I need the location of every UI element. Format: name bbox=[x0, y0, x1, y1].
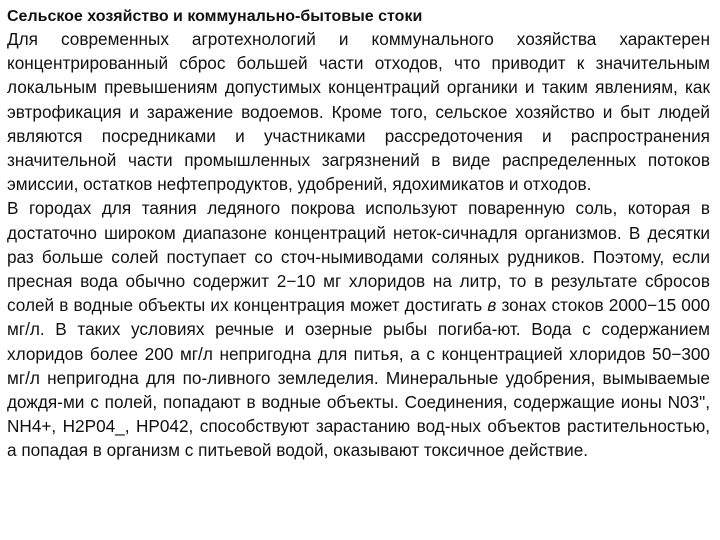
document-title: Сельское хозяйство и коммунально-бытовые стоки bbox=[7, 8, 423, 25]
paragraph-2-italic-word: в bbox=[482, 295, 502, 316]
paragraph-1: Для современных агротехнологий и коммунального хозяйства характерен концентрированный сброс большей части отходов, что приводит к значительным локальным превышениям допустимых концентраций органики и таким явлениям, как эвтрофикация и заражение водоемов. Кроме того, сельское хозяйство и быт людей являются посредниками и участниками рассредоточения и распространения значительной части промышленных загрязнений в виде распределенных потоков эмиссии, остатков нефтепродуктов, удобрений, ядохимикатов и отходов. bbox=[7, 29, 710, 195]
paragraph-2-part-2: зонах стоков 2000−15 000 мг/л. В таких условиях речные и озерные рыбы погиба-ют. Вода с содержанием хлоридов более 200 мг/л непригодна для питья, а с концентрацией хлоридов 50−300 мг/л непригодна для по-ливного земледелия. Минеральные удобрения, вымываемые дождя-ми с полей, попадают в водные объекты. Соединения, содержащие ионы N03", NH4+, H2P04_, HP042, способствуют зарастанию вод-ных объектов растительностью, а попадая в организм с питьевой водой, оказывают токсичное действие. bbox=[7, 295, 710, 461]
paragraph-2 bbox=[7, 196, 710, 462]
paragraph-2-part-1: В городах для таяния ледяного покрова используют поваренную соль, которая в достаточно широком диапазоне концентраций неток-сичнадля организмов. В десятки раз больше солей поступает со сточ-нымиводами соляных рудников. Поэтому, если пресная вода обычно содержит 2−10 мг хлоридов на литр, то в результате сбросов солей в водные объекты их концентрация может достигать bbox=[7, 198, 710, 316]
